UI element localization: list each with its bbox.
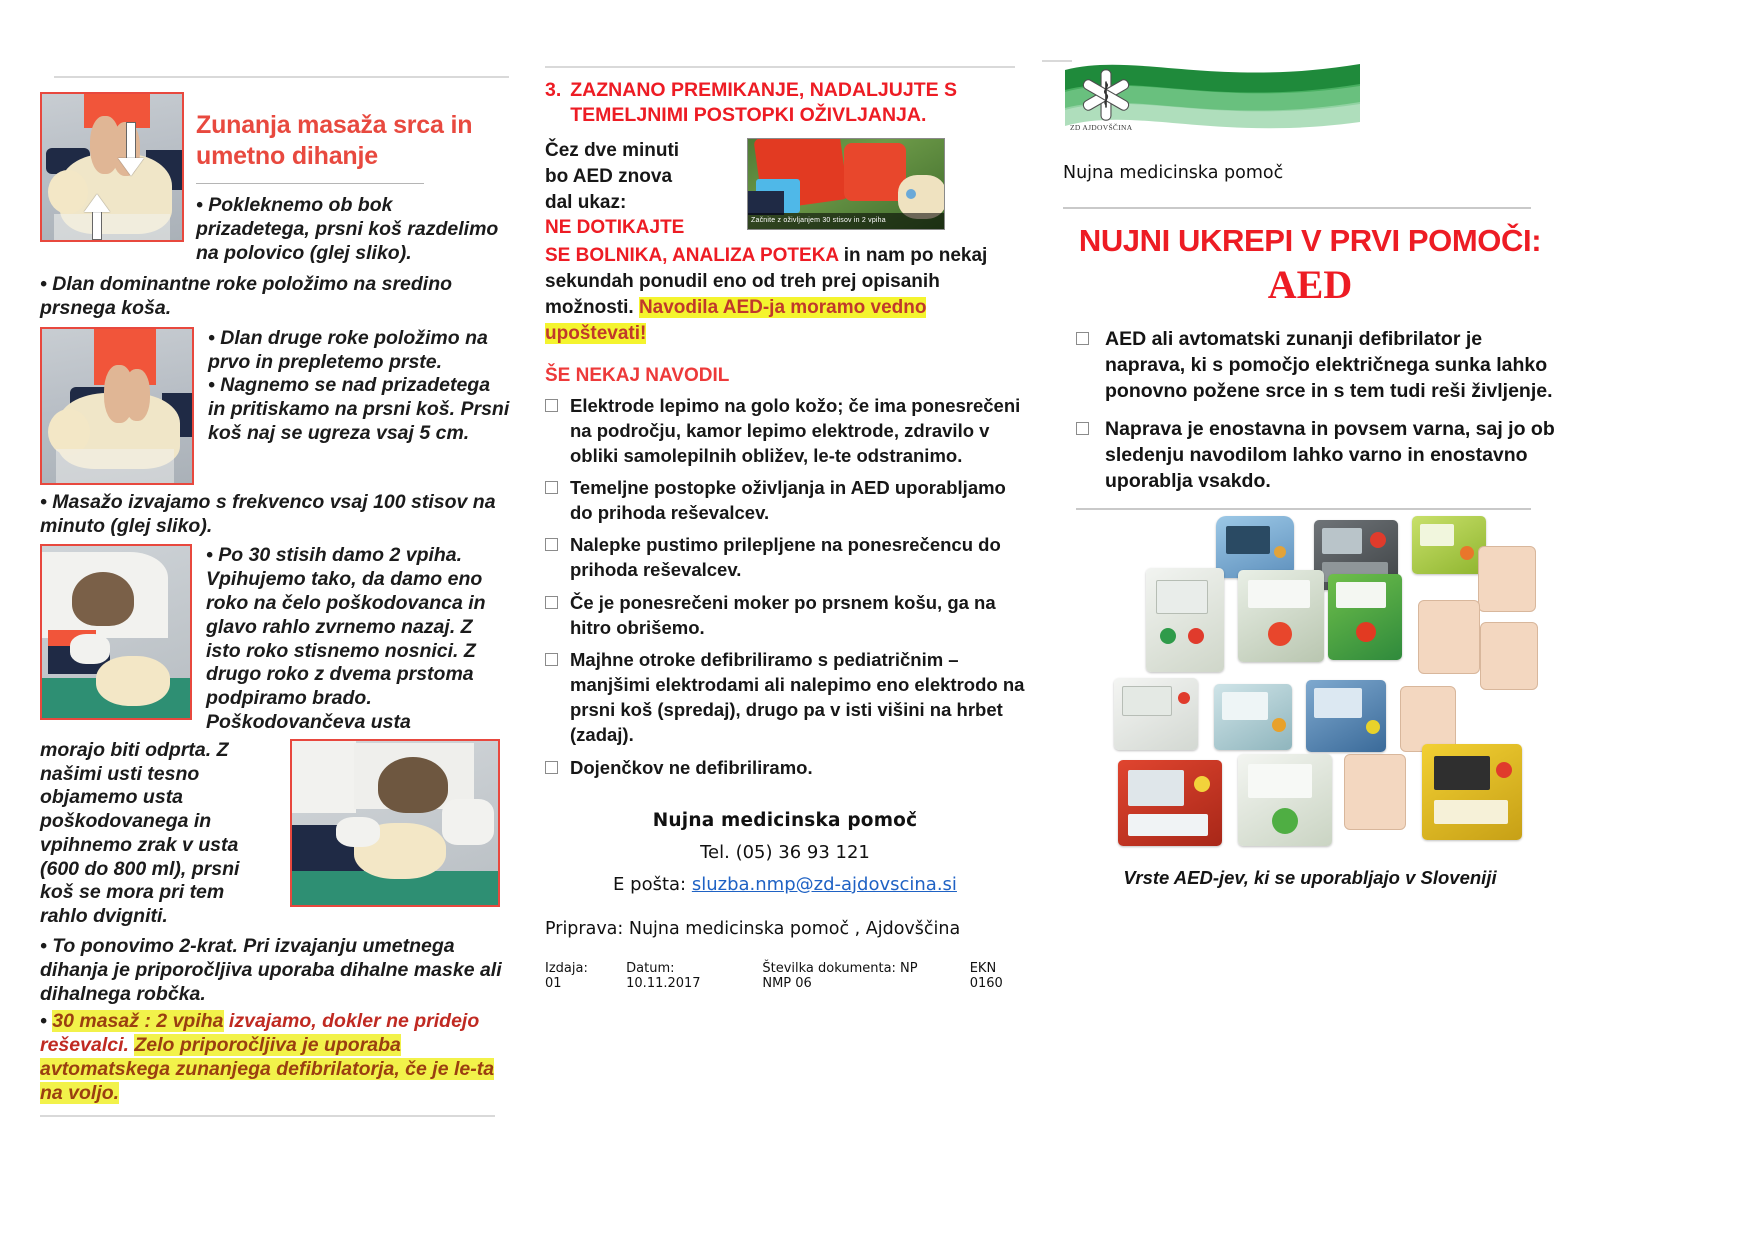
- left-paragraph-7: morajo biti odprta. Z našimi usti tesno objamemo usta poškodovanega in vpihnemo zrak v usta (600 do 800 ml), prsni koš se mora pri tem rahlo dvigniti.: [40, 738, 240, 928]
- list-item: [545, 647, 1025, 748]
- contact-email-row: [545, 874, 1025, 895]
- checkbox-empty-icon: [1076, 332, 1089, 345]
- intro-red-2: SE BOLNIKA, ANALIZA POTEKA: [545, 245, 839, 267]
- intro-highlight: Navodila AED-ja moramo vedno upoštevati!: [545, 296, 927, 344]
- middle-bullet-list: [545, 393, 1025, 780]
- left-p9-highlight-b: Zelo priporočljiva je uporaba avtomatskega zunanjega defibrilatorja, če je le-ta na voljo.: [40, 1034, 495, 1104]
- checkbox-empty-icon: [1076, 422, 1089, 435]
- list-item-label: Majhne otroke defibriliramo s pediatričnim – manjšimi elektrodami ali nalepimo eno elektrodo na prsni koš (spredaj), drugo pa v isti višini na hrbet (zadaj).: [570, 648, 1025, 746]
- right-subtitle: Nujna medicinska pomoč: [1063, 163, 1284, 183]
- intro-line-1: Čez dve minuti: [545, 139, 680, 161]
- left-paragraph-1: • Pokleknemo ob bok prizadetega, prsni koš razdelimo na polovico (glej sliko).: [196, 194, 499, 264]
- list-item-label: Temeljne postopke oživljanja in AED uporabljamo do prihoda reševalcev.: [570, 477, 1006, 524]
- left-p9-plain: izvajamo, dokler ne pridejo reševalci.: [40, 1010, 480, 1057]
- aed-electrode-pad: [1480, 622, 1538, 690]
- cpr-hand-position-photo: [40, 92, 184, 242]
- list-item: [545, 590, 1025, 640]
- document-footer: [545, 961, 1025, 991]
- zd-ajdovscina-logo: [1065, 60, 1360, 145]
- doc-number: Številka dokumenta: NP NMP 06: [762, 960, 918, 991]
- left-column: [40, 0, 510, 1117]
- rescue-breath-photo: [40, 544, 192, 720]
- checkbox-empty-icon: [545, 399, 558, 412]
- intro-paragraph: [545, 243, 1025, 346]
- list-item-label: Elektrode lepimo na golo kožo; če ima ponesrečeni na področju, kamor lepimo elektrode, zdravilo v obliki samolepilnih obližev, le-te odstranimo.: [570, 394, 1021, 466]
- aed-device-photo: [1214, 684, 1292, 750]
- logo-caption: ZD AJDOVŠČINA: [1070, 123, 1133, 132]
- intro-line-3: dal ukaz:: [545, 191, 627, 213]
- list-item: [1076, 326, 1560, 404]
- left-p9-highlight-a: 30 masaž : 2 vpiha: [52, 1010, 224, 1033]
- aed-electrode-pad: [1418, 600, 1480, 674]
- list-item: [1076, 416, 1560, 494]
- star-of-life-icon: [1079, 68, 1133, 122]
- doc-date: Datum: 10.11.2017: [626, 960, 701, 991]
- middle-column: [545, 0, 1025, 991]
- rescue-breath-mask-photo: [290, 739, 500, 907]
- right-title-line-2: AED: [1267, 261, 1353, 307]
- list-item: [545, 475, 1025, 525]
- checkbox-empty-icon: [545, 761, 558, 774]
- prepared-by: Priprava: Nujna medicinska pomoč , Ajdovščina: [545, 918, 961, 939]
- aed-device-photo: [1114, 678, 1198, 750]
- list-item-label: AED ali avtomatski zunanji defibrilator je naprava, ki s pomočjo električnega sunka lahko ponovno požene srce in s tem tudi reši življenje.: [1105, 327, 1553, 402]
- right-bullet-list: [1076, 326, 1560, 495]
- left-title-underline: [196, 183, 424, 184]
- aed-electrode-pad: [1478, 546, 1536, 612]
- aed-device-photo: [1216, 516, 1294, 578]
- doc-edition: Izdaja: 01: [545, 960, 588, 991]
- checkbox-empty-icon: [545, 538, 558, 551]
- left-column-top-rule: [54, 76, 509, 78]
- aed-usage-photo: [747, 138, 945, 230]
- aed-device-photo: [1146, 568, 1224, 672]
- aed-device-photo: [1238, 570, 1324, 662]
- step-title: ZAZNANO PREMIKANJE, NADALJUJTE S TEMELJNIMI POSTOPKI OŽIVLJANJA.: [570, 79, 958, 126]
- list-item: [545, 393, 1025, 468]
- intro-red-1: NE DOTIKAJTE: [545, 217, 685, 239]
- middle-section-title: ŠE NEKAJ NAVODIL: [545, 364, 730, 386]
- middle-column-top-rule: [545, 66, 1015, 68]
- aed-device-photo: [1412, 516, 1486, 574]
- aed-electrode-pad: [1400, 686, 1456, 752]
- intro-line-2: bo AED znova: [545, 165, 673, 187]
- left-paragraph-6: • Po 30 stisih damo 2 vpiha. Vpihujemo tako, da damo eno roko na čelo poškodovanca in glavo rahlo zvrnemo nazaj. Z isto roko stisnemo nosnici. Z drugo roko z dvema prstoma podpiramo brado. Poškodovančeva usta: [206, 544, 486, 733]
- aed-device-photo: [1328, 574, 1402, 660]
- list-item-label: Naprava je enostavna in povsem varna, saj jo ob sledenju navodilom lahko varno in enostavno uporablja vsakdo.: [1105, 417, 1555, 493]
- contact-phone: Tel. (05) 36 93 121: [700, 841, 870, 863]
- aed-electrode-pad: [1344, 754, 1406, 830]
- aed-photo-caption: Začnite z oživljanjem 30 stisov in 2 vpiha: [748, 213, 944, 229]
- list-item-label: Dojenčkov ne defibriliramo.: [570, 756, 813, 778]
- doc-ekn: EKN 0160: [969, 960, 1003, 991]
- contact-email-link[interactable]: sluzba.nmp@zd-ajdovscina.si: [691, 873, 957, 895]
- aed-device-gallery: [1074, 516, 1544, 861]
- contact-org: Nujna medicinska pomoč: [652, 809, 918, 831]
- right-column: [1060, 0, 1560, 889]
- list-item: [545, 532, 1025, 582]
- list-item-label: Če je ponesrečeni moker po prsnem košu, ga na hitro obrišemo.: [570, 591, 996, 638]
- step-number: 3.: [545, 79, 562, 101]
- left-paragraph-5: • Masažo izvajamo s frekvenco vsaj 100 stisov na minuto (glej sliko).: [40, 490, 496, 537]
- left-paragraph-4: • Nagnemo se nad prizadetega in pritiskamo na prsni koš. Prsni koš naj se ugreza vsaj 5 cm.: [208, 374, 510, 445]
- list-item: [545, 755, 1025, 780]
- aed-device-photo: [1422, 744, 1522, 840]
- contact-email-label: E pošta:: [613, 873, 692, 895]
- aed-device-photo: [1118, 760, 1222, 846]
- checkbox-empty-icon: [545, 653, 558, 666]
- left-paragraph-2: • Dlan dominantne roke položimo na sredino prsnega koša.: [40, 273, 453, 320]
- left-paragraph-9: [40, 1010, 510, 1105]
- cpr-compression-photo: [40, 327, 194, 485]
- left-paragraph-3: • Dlan druge roke položimo na prvo in prepletemo prste.: [208, 326, 488, 373]
- right-divider-top: [1063, 207, 1531, 209]
- left-paragraph-8: • To ponovimo 2-krat. Pri izvajanju umetnega dihanja je priporočljiva uporaba dihalne maske ali dihalnega robčka.: [40, 934, 502, 1005]
- right-title-line-1: NUJNI UKREPI V PRVI POMOČI:: [1078, 222, 1542, 258]
- left-p9-bullet: •: [40, 1010, 53, 1033]
- checkbox-empty-icon: [545, 596, 558, 609]
- aed-device-photo: [1238, 754, 1332, 846]
- left-title: Zunanja masaža srca in umetno dihanje: [196, 111, 473, 170]
- left-column-bottom-rule: [40, 1115, 495, 1117]
- gallery-caption: Vrste AED-jev, ki se uporabljajo v Sloveniji: [1123, 866, 1497, 888]
- step-heading: [545, 78, 1025, 128]
- checkbox-empty-icon: [545, 481, 558, 494]
- aed-device-photo: [1306, 680, 1386, 752]
- intro-plain: in nam po nekaj sekundah ponudil eno od treh prej opisanih možnosti.: [545, 245, 988, 318]
- right-divider-bottom: [1076, 508, 1531, 510]
- list-item-label: Nalepke pustimo prilepljene na ponesrečencu do prihoda reševalcev.: [570, 534, 1001, 581]
